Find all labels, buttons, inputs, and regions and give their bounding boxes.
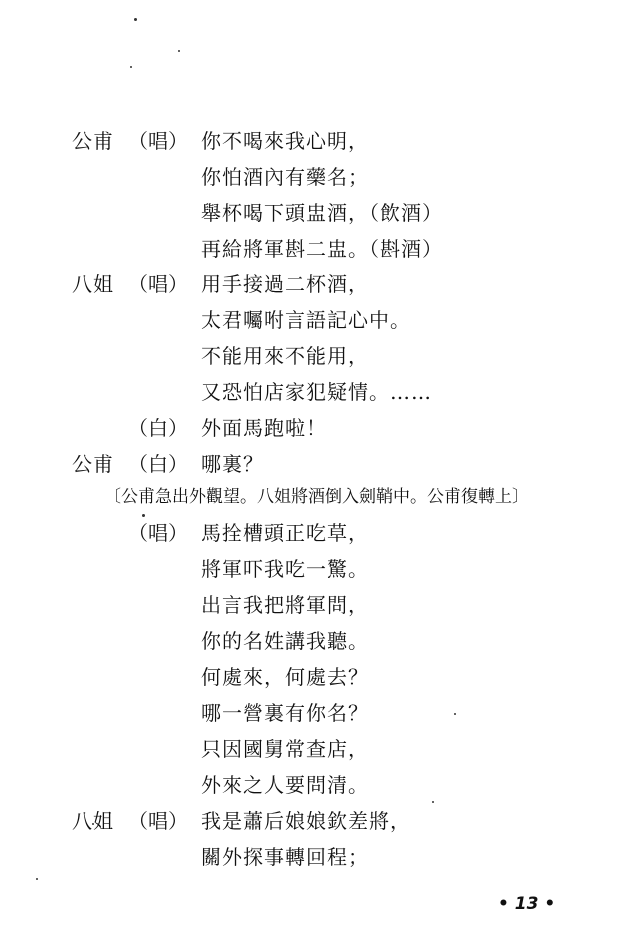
verse-line: 你怕酒內有藥名； — [201, 165, 369, 189]
verse-line: 將軍吓我吃一驚。 — [201, 557, 369, 581]
delivery-mode: （白） — [128, 416, 188, 440]
delivery-mode: （唱） — [128, 809, 188, 833]
stage-direction: 〔公甫急出外觀望。八姐將酒倒入劍鞘中。公甫復轉上〕 — [104, 487, 529, 507]
print-speck — [36, 878, 38, 880]
speaker-name: 八姐 — [72, 272, 114, 296]
verse-line: 又恐怕店家犯疑情。…… — [201, 380, 432, 404]
speaker-name: 公甫 — [72, 452, 114, 476]
spoken-line: 外面馬跑啦！ — [201, 416, 327, 440]
delivery-mode: （白） — [128, 452, 188, 476]
verse-line: 再給將軍斟二盅。（斟酒） — [201, 237, 443, 261]
delivery-mode: （唱） — [128, 521, 188, 545]
print-speck — [432, 801, 434, 803]
verse-line: 舉杯喝下頭盅酒，（飲酒） — [201, 201, 443, 225]
verse-line: 關外探事轉回程； — [201, 845, 369, 869]
verse-line: 你不喝來我心明， — [201, 129, 369, 153]
verse-line: 太君囑咐言語記心中。 — [201, 308, 411, 332]
speaker-name: 八姐 — [72, 809, 114, 833]
print-speck — [130, 66, 132, 68]
page-number: • 13 • — [498, 894, 556, 914]
verse-line: 出言我把將軍問， — [201, 593, 369, 617]
verse-line: 不能用來不能用， — [201, 344, 369, 368]
verse-line: 你的名姓講我聽。 — [201, 629, 369, 653]
speaker-name: 公甫 — [72, 129, 114, 153]
print-speck — [134, 18, 137, 21]
print-speck — [142, 514, 145, 517]
verse-line: 何處來，何處去？ — [201, 665, 369, 689]
verse-line: 用手接過二杯酒， — [201, 272, 369, 296]
delivery-mode: （唱） — [128, 129, 188, 153]
print-speck — [178, 50, 180, 52]
spoken-line: 哪裏？ — [201, 452, 264, 476]
verse-line: 外來之人要問清。 — [201, 773, 369, 797]
verse-line: 馬拴槽頭正吃草， — [201, 521, 369, 545]
print-speck — [454, 713, 456, 715]
verse-line: 只因國舅常查店， — [201, 737, 369, 761]
verse-line: 哪一營裏有你名？ — [201, 701, 369, 725]
verse-line: 我是蕭后娘娘欽差將， — [201, 809, 411, 833]
delivery-mode: （唱） — [128, 272, 188, 296]
